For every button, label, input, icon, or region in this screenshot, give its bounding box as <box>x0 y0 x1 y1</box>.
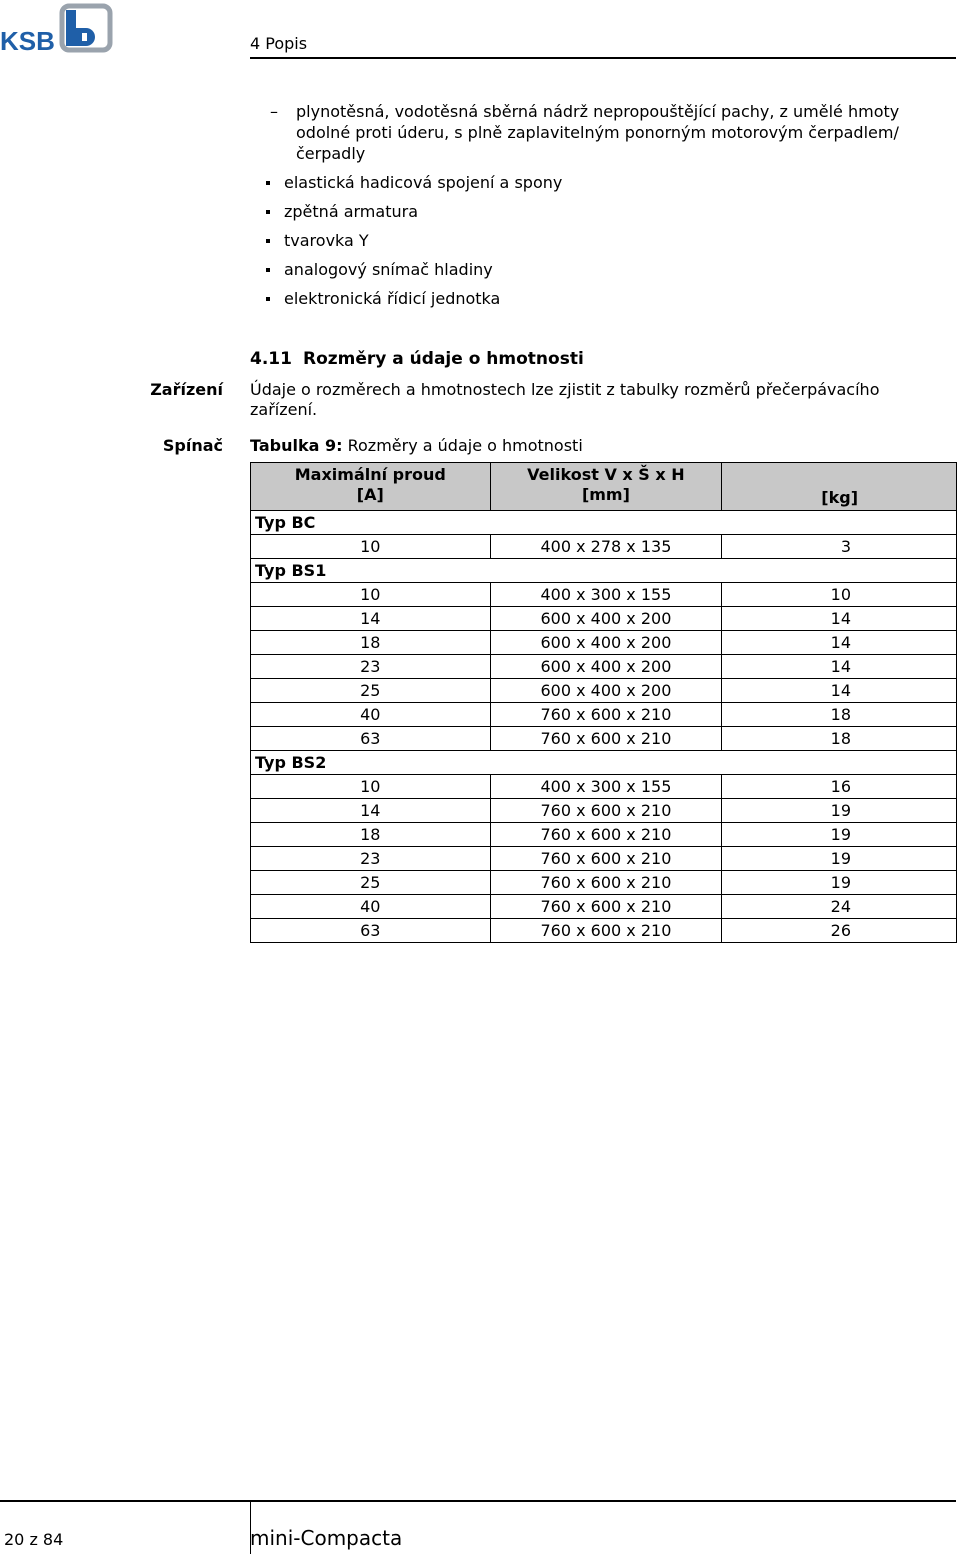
cell-current: 18 <box>251 631 491 655</box>
cell-current: 25 <box>251 871 491 895</box>
section-number: 4.11 <box>250 349 292 369</box>
table-body <box>251 511 957 943</box>
group-label: Typ BS2 <box>251 751 957 775</box>
dash-marker: – <box>270 102 278 121</box>
table-row <box>251 655 957 679</box>
section-title: Rozměry a údaje o hmotnosti <box>303 349 584 369</box>
table-caption-label: Tabulka 9: <box>250 436 343 455</box>
cell-current: 23 <box>251 847 491 871</box>
table-caption <box>250 436 583 455</box>
table-row <box>251 607 957 631</box>
table-row <box>251 703 957 727</box>
cell-size: 760 x 600 x 210 <box>490 919 722 943</box>
cell-weight: 14 <box>722 631 957 655</box>
bullet-list <box>264 172 562 317</box>
cell-size: 600 x 400 x 200 <box>490 655 722 679</box>
cell-size: 760 x 600 x 210 <box>490 895 722 919</box>
cell-size: 760 x 600 x 210 <box>490 727 722 751</box>
dimensions-table <box>250 462 957 943</box>
table-row <box>251 823 957 847</box>
list-item: elastická hadicová spojení a spony <box>264 172 562 201</box>
page-number: 20 z 84 <box>4 1530 64 1549</box>
cell-weight: 10 <box>722 583 957 607</box>
cell-current: 14 <box>251 799 491 823</box>
list-item: zpětná armatura <box>264 201 562 230</box>
cell-weight: 24 <box>722 895 957 919</box>
cell-size: 400 x 300 x 155 <box>490 775 722 799</box>
cell-size: 600 x 400 x 200 <box>490 607 722 631</box>
cell-weight: 19 <box>722 823 957 847</box>
document-title: mini-Compacta <box>250 1526 403 1550</box>
table-row <box>251 799 957 823</box>
cell-weight: 19 <box>722 871 957 895</box>
bullet-icon <box>266 239 270 243</box>
cell-size: 760 x 600 x 210 <box>490 871 722 895</box>
margin-label-switch: Spínač <box>162 436 223 455</box>
cell-current: 23 <box>251 655 491 679</box>
cell-weight: 16 <box>722 775 957 799</box>
cell-weight: 14 <box>722 607 957 631</box>
table-row <box>251 727 957 751</box>
table-row <box>251 775 957 799</box>
header-weight: [kg] <box>722 463 957 511</box>
table-row <box>251 535 957 559</box>
bullet-icon <box>266 181 270 185</box>
cell-weight: 14 <box>722 655 957 679</box>
margin-label-device: Zařízení <box>150 380 223 399</box>
cell-current: 63 <box>251 727 491 751</box>
table-caption-text: Rozměry a údaje o hmotnosti <box>347 436 583 455</box>
cell-weight: 26 <box>722 919 957 943</box>
cell-size: 400 x 278 x 135 <box>490 535 722 559</box>
cell-size: 760 x 600 x 210 <box>490 799 722 823</box>
table-group-row <box>251 751 957 775</box>
list-item: analogový snímač hladiny <box>264 259 562 288</box>
cell-size: 400 x 300 x 155 <box>490 583 722 607</box>
cell-current: 14 <box>251 607 491 631</box>
bullet-icon <box>266 297 270 301</box>
cell-current: 10 <box>251 775 491 799</box>
table-row <box>251 631 957 655</box>
cell-size: 760 x 600 x 210 <box>490 703 722 727</box>
cell-current: 40 <box>251 895 491 919</box>
cell-weight: 3 <box>722 535 957 559</box>
table-row <box>251 583 957 607</box>
list-item: tvarovka Y <box>264 230 562 259</box>
bullet-icon <box>266 210 270 214</box>
table-group-row <box>251 511 957 535</box>
bullet-icon <box>266 268 270 272</box>
group-label: Typ BC <box>251 511 957 535</box>
cell-size: 760 x 600 x 210 <box>490 823 722 847</box>
cell-current: 10 <box>251 583 491 607</box>
group-label: Typ BS1 <box>251 559 957 583</box>
ksb-logo <box>0 2 114 54</box>
dash-list-item <box>270 101 946 164</box>
cell-size: 600 x 400 x 200 <box>490 631 722 655</box>
footer-rule <box>0 1500 956 1502</box>
table-group-row <box>251 559 957 583</box>
cell-weight: 14 <box>722 679 957 703</box>
cell-current: 25 <box>251 679 491 703</box>
table-row <box>251 919 957 943</box>
cell-current: 63 <box>251 919 491 943</box>
table-row <box>251 679 957 703</box>
cell-weight: 19 <box>722 799 957 823</box>
cell-weight: 19 <box>722 847 957 871</box>
header-current: Maximální proud [A] <box>251 463 491 511</box>
cell-current: 10 <box>251 535 491 559</box>
body-paragraph: Údaje o rozměrech a hmotnostech lze zjistit z tabulky rozměrů přečerpávacího zařízení. <box>250 380 880 419</box>
table-row <box>251 871 957 895</box>
header-size: Velikost V x Š x H [mm] <box>490 463 722 511</box>
cell-current: 40 <box>251 703 491 727</box>
table-header-row <box>251 463 957 511</box>
cell-size: 760 x 600 x 210 <box>490 847 722 871</box>
svg-text:KSB: KSB <box>0 26 55 54</box>
dash-item-text: plynotěsná, vodotěsná sběrná nádrž nepropouštějící pachy, z umělé hmoty odolné proti úderu, s plně zaplavitelným ponorným motorovým čerpadlem/ čerpadly <box>296 102 900 163</box>
section-header: 4 Popis <box>250 34 308 53</box>
cell-weight: 18 <box>722 727 957 751</box>
table-row <box>251 895 957 919</box>
cell-current: 18 <box>251 823 491 847</box>
table-row <box>251 847 957 871</box>
cell-size: 600 x 400 x 200 <box>490 679 722 703</box>
list-item: elektronická řídicí jednotka <box>264 288 562 317</box>
header-rule <box>250 57 956 59</box>
cell-weight: 18 <box>722 703 957 727</box>
